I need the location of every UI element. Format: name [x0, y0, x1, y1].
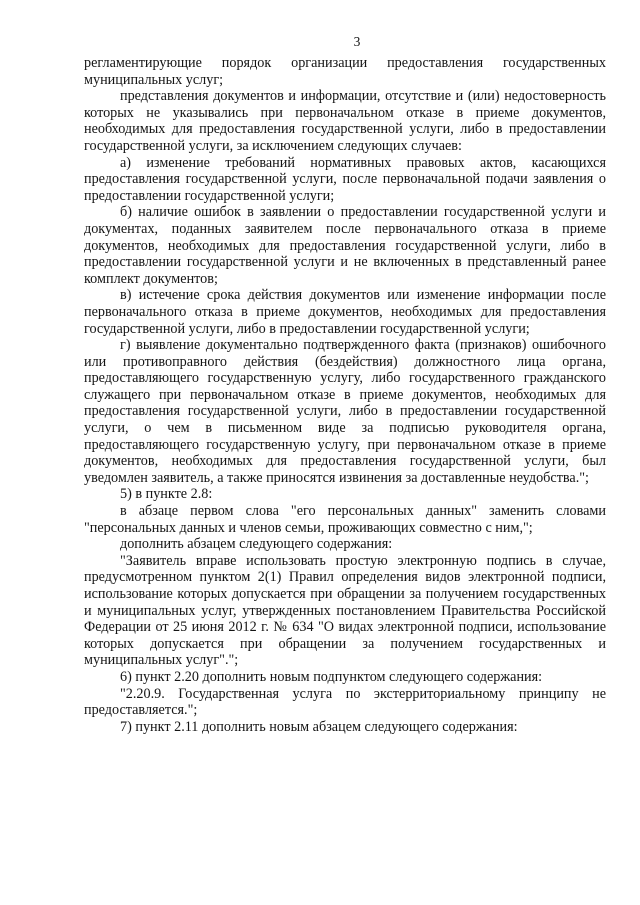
paragraph-7: 5) в пункте 2.8: — [120, 486, 213, 503]
paragraph-13: 7) пункт 2.11 дополнить новым абзацем следующего содержания: — [120, 718, 518, 735]
paragraph-11: 6) пункт 2.20 дополнить новым подпунктом следующего содержания: — [120, 668, 543, 685]
paragraph-3: а) изменение требований нормативных правовых актов, касающихся предоставления государственной услуги, после первоначальной подачи заявления о предоставлении государственной услуги; — [84, 154, 606, 204]
paragraph-1: регламентирующие порядок организации предоставления государственных муниципальных услуг; — [84, 55, 606, 88]
paragraph-9: дополнить абзацем следующего содержания: — [120, 536, 393, 553]
paragraph-4: б) наличие ошибок в заявлении о предоставлении государственной услуги и документах, поданных заявителем после первоначального отказа в приеме документов, необходимых для предоставления государственной услуги, либо в предоставлении государственной услуги и не включенных в представленный ранее комплект документов; — [84, 204, 606, 287]
paragraph-10: "Заявитель вправе использовать простую электронную подпись в случае, предусмотренном пунктом 2(1) Правил определения видов электронной подписи, использование которых допускается при обращении за получением государственных и муниципальных услуг, утвержденных постановлением Правительства Российской Федерации от 25 июня 2012 г. № 634 "О видах электронной подписи, использование которых допускается при обращении за получением государственных и муниципальных услуг"."; — [84, 552, 606, 669]
page-number: 3 — [353, 34, 361, 49]
paragraph-8: в абзаце первом слова "его персональных данных" заменить словами "персональных данных и членов семьи, проживающих совместно с ним,"; — [84, 503, 606, 536]
paragraph-12: "2.20.9. Государственная услуга по экстерриториальному принципу не предоставляется."; — [84, 685, 606, 719]
paragraph-5: в) истечение срока действия документов или изменение информации после первоначального отказа в приеме документов, необходимых для предоставления государственной услуги, либо в предоставлении государственной услуги; — [84, 287, 606, 337]
paragraph-6: г) выявление документально подтвержденного факта (признаков) ошибочного или противоправного действия (бездействия) должностного лица органа, предоставляющего государственную услугу, либо государственного гражданского служащего при первоначальном отказе в приеме документов, необходимых для предоставления государственной услуги, либо в предоставлении государственной услуги, о чем в письменном виде за подписью руководителя органа, предоставляющего государственную услугу, при первоначальном отказе в приеме документов, необходимых для предоставления государственной услуги, был уведомлен заявитель, а также приносятся извинения за доставленные неудобства."; — [84, 337, 606, 486]
paragraph-2: представления документов и информации, отсутствие и (или) недостоверность которых не указывались при первоначальном отказе в приеме документов, необходимых для предоставления государственной услуги, либо в предоставлении государственной услуги, за исключением следующих случаев: — [84, 88, 606, 154]
